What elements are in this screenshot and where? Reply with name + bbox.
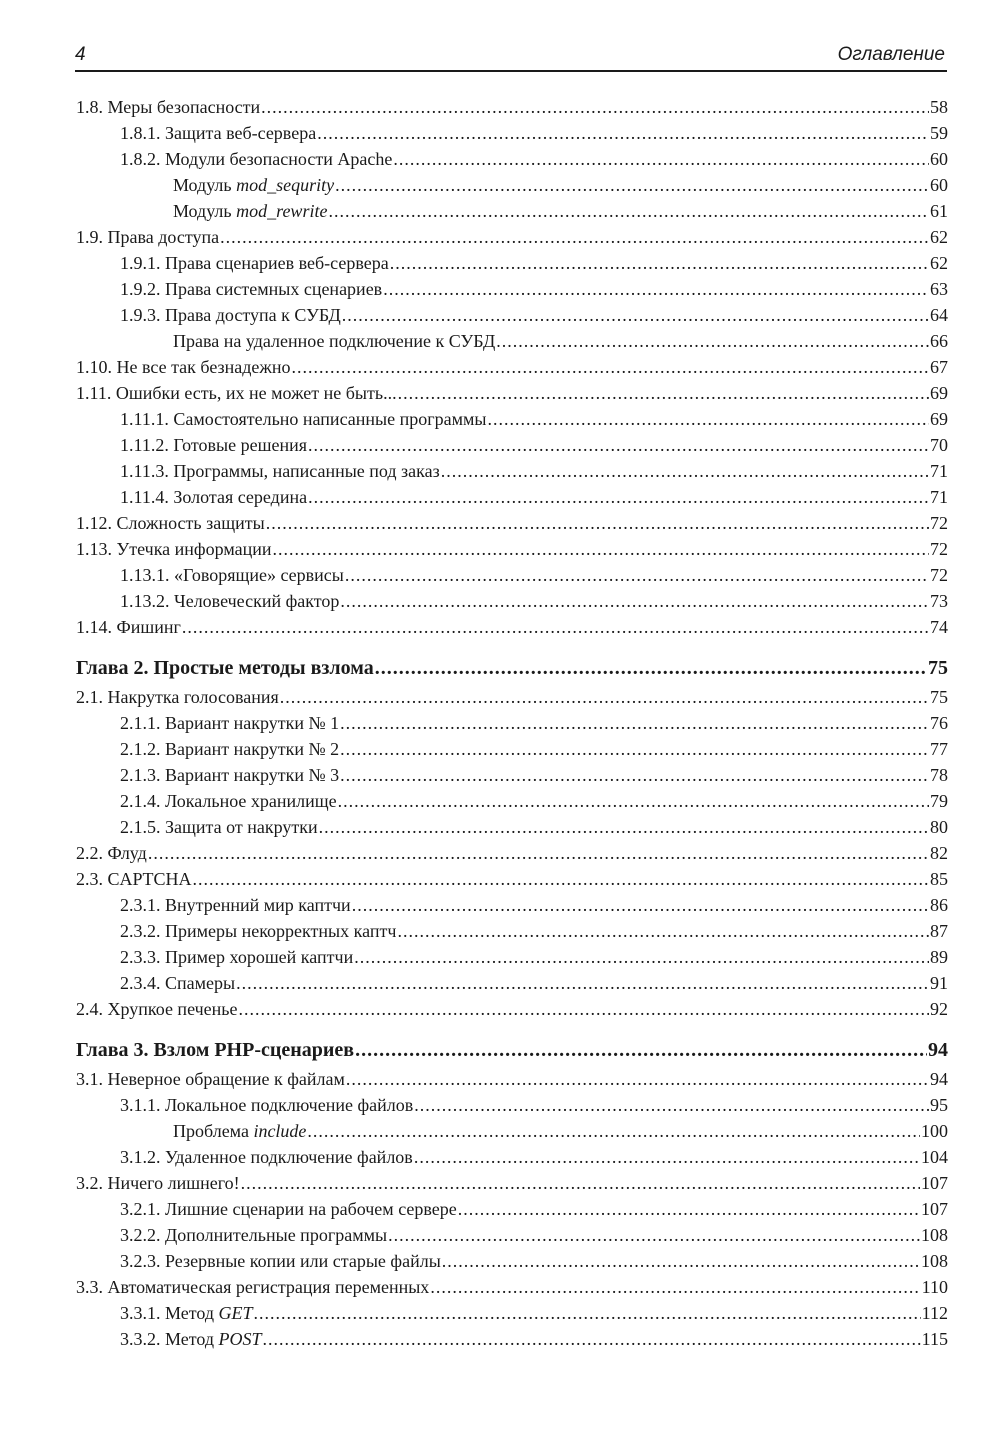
toc-entry-number: 3.2.2. — [120, 1225, 161, 1245]
toc-entry-title — [120, 892, 351, 918]
toc-entry — [76, 276, 948, 302]
toc-entry — [76, 588, 948, 614]
toc-entry — [76, 562, 948, 588]
toc-entry-number: 2.3.4. — [120, 973, 161, 993]
toc-entry-number: 1.11.2. — [120, 435, 169, 455]
toc-page-number: 77 — [930, 739, 948, 759]
toc-entry-label: Глава 2. Простые методы взлома — [76, 657, 374, 679]
toc-entry-number: 2.1.2. — [120, 739, 161, 759]
toc-entry-label: Ошибки есть, их не может не быть... — [111, 383, 397, 403]
toc-entry-title — [76, 866, 192, 892]
toc-entry-title — [173, 1118, 306, 1144]
dot-leader — [340, 762, 929, 788]
toc-entry-label: Локальное подключение файлов — [160, 1095, 414, 1115]
toc-entry-number: 1.9.3. — [120, 305, 161, 325]
toc-entry-number: 2.1. — [76, 687, 103, 707]
toc-entry-label: Сложность защиты — [112, 513, 265, 533]
toc-entry-title — [120, 710, 339, 736]
toc-entry-label: Проблема — [173, 1121, 254, 1141]
toc-page-number: 75 — [930, 687, 948, 707]
toc-entry-label: Готовые решения — [168, 435, 308, 455]
dot-leader — [393, 146, 929, 172]
page-header — [75, 42, 947, 72]
toc-entry — [76, 1248, 948, 1274]
toc-entry-number: 3.3.1. — [120, 1303, 161, 1323]
toc-page-number: 62 — [930, 227, 948, 247]
toc-page-number: 70 — [930, 435, 948, 455]
dot-leader — [280, 684, 929, 710]
toc-entry-title — [76, 1170, 240, 1196]
toc-entry-label: Метод — [160, 1329, 219, 1349]
toc-chapter — [76, 1034, 948, 1066]
toc-entry-label: Фишинг — [112, 617, 181, 637]
toc-entry-number: 3.3.2. — [120, 1329, 161, 1349]
toc-page-number: 82 — [930, 843, 948, 863]
toc-entry-title — [120, 588, 339, 614]
dot-leader — [441, 458, 929, 484]
dot-leader — [307, 1118, 920, 1144]
dot-leader — [148, 840, 929, 866]
toc-entry-label: Золотая середина — [168, 487, 308, 507]
toc-page-number: 64 — [930, 305, 948, 325]
toc-entry — [76, 146, 948, 172]
toc-page-number: 108 — [921, 1251, 948, 1271]
dot-leader — [390, 250, 929, 276]
toc-entry-title — [120, 1196, 457, 1222]
toc-page-number: 94 — [930, 1069, 948, 1089]
toc-page-number: 115 — [921, 1329, 948, 1349]
toc-entry-title — [120, 250, 389, 276]
dot-leader — [397, 918, 929, 944]
toc-entry-title — [173, 328, 495, 354]
toc-entry-italic: include — [253, 1121, 307, 1141]
toc-entry — [76, 458, 948, 484]
dot-leader — [345, 562, 929, 588]
toc-entry — [76, 1092, 948, 1118]
toc-entry-label: Локальное хранилище — [160, 791, 337, 811]
toc-entry — [76, 1300, 948, 1326]
dot-leader — [430, 1274, 920, 1300]
dot-leader — [352, 892, 929, 918]
dot-leader — [291, 354, 929, 380]
toc-entry-label: Накрутка голосования — [103, 687, 279, 707]
toc-entry-label: Удаленное подключение файлов — [160, 1147, 413, 1167]
toc-entry-number: 3.2.3. — [120, 1251, 161, 1271]
toc-entry — [76, 198, 948, 224]
toc-entry-label: Права доступа к СУБД — [160, 305, 341, 325]
dot-leader — [238, 996, 929, 1022]
dot-leader — [263, 1326, 921, 1352]
toc-entry-number: 2.3.3. — [120, 947, 161, 967]
toc-entry-title — [76, 354, 290, 380]
dot-leader — [319, 814, 929, 840]
toc-entry-title — [120, 814, 318, 840]
dot-leader — [338, 788, 929, 814]
toc-entry — [76, 328, 948, 354]
toc-entry-title — [120, 1326, 262, 1352]
toc-entry-title — [120, 458, 440, 484]
toc-entry-number: 1.10. — [76, 357, 112, 377]
dot-leader — [375, 652, 927, 684]
dot-leader — [266, 510, 929, 536]
toc-entry-title — [76, 380, 397, 406]
toc-page-number: 104 — [921, 1147, 948, 1167]
toc-entry-number: 1.11.4. — [120, 487, 169, 507]
toc-entry-number: 1.13.2. — [120, 591, 170, 611]
toc-entry — [76, 354, 948, 380]
toc-page-number: 75 — [928, 657, 948, 679]
toc-entry-label: Человеческий фактор — [169, 591, 340, 611]
toc-page-number: 80 — [930, 817, 948, 837]
toc-entry-label: Вариант накрутки № 3 — [160, 765, 340, 785]
toc-page-number: 91 — [930, 973, 948, 993]
toc-page-number: 69 — [930, 383, 948, 403]
toc-page-number: 60 — [930, 149, 948, 169]
toc-entry-label: Модуль — [173, 175, 237, 195]
toc-entry-number: 1.9.2. — [120, 279, 161, 299]
toc-entry — [76, 406, 948, 432]
dot-leader — [335, 172, 929, 198]
toc-entry — [76, 1144, 948, 1170]
toc-entry-title — [120, 1144, 413, 1170]
toc-page-number: 60 — [930, 175, 948, 195]
toc-entry — [76, 614, 948, 640]
toc-entry — [76, 94, 948, 120]
toc-page-number: 73 — [930, 591, 948, 611]
dot-leader — [414, 1144, 920, 1170]
toc-entry-title — [120, 276, 382, 302]
toc-entry-title — [120, 1222, 387, 1248]
toc-entry-number: 3.1. — [76, 1069, 103, 1089]
toc-page-number: 107 — [921, 1199, 948, 1219]
toc-entry-label: Метод — [160, 1303, 219, 1323]
toc-entry — [76, 840, 948, 866]
toc-entry-title — [120, 406, 487, 432]
toc-entry-title — [76, 652, 374, 684]
toc-entry-number: 2.3.2. — [120, 921, 161, 941]
toc-page-number: 110 — [921, 1277, 948, 1297]
toc-entry-label: Резервные копии или старые файлы — [160, 1251, 441, 1271]
dot-leader — [414, 1092, 929, 1118]
toc-entry — [76, 510, 948, 536]
page-number: 4 — [75, 44, 86, 65]
toc-entry — [76, 1170, 948, 1196]
toc-entry-number: 3.2. — [76, 1173, 103, 1193]
toc-entry-number: 3.1.2. — [120, 1147, 161, 1167]
toc-entry-label: Права сценариев веб-сервера — [160, 253, 389, 273]
toc-entry-title — [120, 1248, 441, 1274]
toc-entry-label: Ничего лишнего! — [103, 1173, 240, 1193]
toc-chapter — [76, 652, 948, 684]
toc-entry-label: Пример хорошей каптчи — [160, 947, 354, 967]
toc-page-number: 78 — [930, 765, 948, 785]
toc-entry-label: Примеры некорректных каптч — [160, 921, 397, 941]
toc-entry-title — [120, 432, 307, 458]
toc-entry — [76, 172, 948, 198]
dot-leader — [261, 94, 929, 120]
toc-entry — [76, 866, 948, 892]
toc-entry-number: 3.2.1. — [120, 1199, 161, 1219]
toc-entry-title — [120, 918, 396, 944]
toc-entry — [76, 432, 948, 458]
dot-leader — [442, 1248, 920, 1274]
toc-entry-number: 2.1.3. — [120, 765, 161, 785]
dot-leader — [236, 970, 929, 996]
toc-page-number: 62 — [930, 253, 948, 273]
toc-entry-number: 1.11.3. — [120, 461, 169, 481]
toc-entry-label: Права на удаленное подключение к СУБД — [173, 331, 496, 351]
toc-entry-title — [76, 614, 181, 640]
toc-page-number: 92 — [930, 999, 948, 1019]
toc-entry-label: Модуль — [173, 201, 237, 221]
dot-leader — [340, 736, 929, 762]
toc-entry-label: Внутренний мир каптчи — [160, 895, 351, 915]
toc-entry-title — [120, 302, 341, 328]
dot-leader — [346, 1066, 929, 1092]
toc-entry-label: Неверное обращение к файлам — [103, 1069, 345, 1089]
toc-entry — [76, 788, 948, 814]
toc-page-number: 72 — [930, 565, 948, 585]
toc-entry-number: 1.9. — [76, 227, 103, 247]
toc-entry-title — [120, 762, 339, 788]
toc-entry-number: 3.3. — [76, 1277, 103, 1297]
toc-entry-title — [76, 1034, 354, 1066]
toc-entry — [76, 380, 948, 406]
toc-entry-label: Спамеры — [160, 973, 236, 993]
toc-entry — [76, 996, 948, 1022]
toc-entry-title — [76, 224, 219, 250]
toc-entry-label: «Говорящие» сервисы — [169, 565, 344, 585]
toc-entry-number: 2.3.1. — [120, 895, 161, 915]
toc-entry-label: Вариант накрутки № 1 — [160, 713, 340, 733]
dot-leader — [254, 1300, 921, 1326]
dot-leader — [496, 328, 929, 354]
toc-entry-label: CAPTCHA — [103, 869, 192, 889]
toc-page-number: 71 — [930, 487, 948, 507]
dot-leader — [193, 866, 929, 892]
toc-entry — [76, 302, 948, 328]
dot-leader — [308, 432, 929, 458]
toc-page-number: 108 — [921, 1225, 948, 1245]
toc-page-number: 74 — [930, 617, 948, 637]
dot-leader — [220, 224, 929, 250]
toc-entry-title — [120, 970, 235, 996]
dot-leader — [355, 1034, 927, 1066]
dot-leader — [383, 276, 929, 302]
toc-page-number: 94 — [928, 1039, 948, 1061]
toc-entry-title — [120, 944, 353, 970]
toc-entry — [76, 684, 948, 710]
toc-entry — [76, 1274, 948, 1300]
toc-entry-title — [76, 1274, 429, 1300]
toc-entry-number: 1.8.1. — [120, 123, 161, 143]
toc-entry-title — [76, 94, 260, 120]
toc-entry-title — [120, 736, 339, 762]
toc-entry-title — [120, 562, 344, 588]
toc-page-number: 112 — [921, 1303, 948, 1323]
toc-entry — [76, 120, 948, 146]
toc-entry-number: 2.1.4. — [120, 791, 161, 811]
toc-entry-label: Хрупкое печенье — [103, 999, 238, 1019]
toc-entry-title — [120, 788, 337, 814]
toc-page-number: 72 — [930, 539, 948, 559]
toc-entry-number: 1.8.2. — [120, 149, 161, 169]
toc-page-number: 107 — [921, 1173, 948, 1193]
toc-entry — [76, 918, 948, 944]
dot-leader — [308, 484, 929, 510]
toc-page-number: 79 — [930, 791, 948, 811]
toc-entry-title — [120, 1300, 253, 1326]
toc-entry — [76, 814, 948, 840]
toc-page-number: 58 — [930, 97, 948, 117]
toc-entry — [76, 710, 948, 736]
toc-page-number: 69 — [930, 409, 948, 429]
toc-entry-label: Защита веб-сервера — [160, 123, 317, 143]
toc-entry-title — [120, 120, 316, 146]
toc-entry-number: 3.1.1. — [120, 1095, 161, 1115]
toc-page-number: 76 — [930, 713, 948, 733]
toc-entry-number: 2.2. — [76, 843, 103, 863]
toc-entry-label: Права доступа — [103, 227, 220, 247]
toc-entry-title — [76, 1066, 345, 1092]
toc-page-number: 61 — [930, 201, 948, 221]
dot-leader — [241, 1170, 920, 1196]
toc-entry-italic: POST — [218, 1329, 262, 1349]
toc-page-number: 71 — [930, 461, 948, 481]
toc-entry — [76, 250, 948, 276]
dot-leader — [354, 944, 929, 970]
toc-entry-title — [120, 146, 392, 172]
dot-leader — [388, 1222, 920, 1248]
toc-entry-title — [76, 684, 279, 710]
toc-entry-number: 2.3. — [76, 869, 103, 889]
toc-page-number: 87 — [930, 921, 948, 941]
toc-page-number: 59 — [930, 123, 948, 143]
toc-entry-number: 1.11.1. — [120, 409, 169, 429]
toc-entry — [76, 1222, 948, 1248]
toc-entry-number: 1.14. — [76, 617, 112, 637]
toc-entry-label: Права системных сценариев — [160, 279, 383, 299]
toc-entry-label: Программы, написанные под заказ — [168, 461, 440, 481]
toc-entry-title — [173, 172, 334, 198]
toc-entry — [76, 944, 948, 970]
toc-entry-number: 2.1.1. — [120, 713, 161, 733]
dot-leader — [398, 380, 929, 406]
toc-entry-title — [76, 996, 237, 1022]
toc-entry-label: Автоматическая регистрация переменных — [103, 1277, 430, 1297]
toc-page-number: 95 — [930, 1095, 948, 1115]
toc-entry-number: 1.8. — [76, 97, 103, 117]
toc-entry — [76, 892, 948, 918]
toc-entry-number: 1.11. — [76, 383, 112, 403]
toc-entry — [76, 1066, 948, 1092]
toc-entry — [76, 1326, 948, 1352]
toc-entry-label: Дополнительные программы — [160, 1225, 388, 1245]
toc-entry-title — [76, 510, 265, 536]
toc-entry — [76, 484, 948, 510]
dot-leader — [340, 710, 929, 736]
dot-leader — [317, 120, 929, 146]
dot-leader — [340, 588, 929, 614]
toc-entry-italic: mod_sequrity — [236, 175, 335, 195]
toc-page-number: 85 — [930, 869, 948, 889]
toc-entry-label: Самостоятельно написанные программы — [168, 409, 487, 429]
toc-page-number: 86 — [930, 895, 948, 915]
toc-entry-number: 1.13.1. — [120, 565, 170, 585]
running-title: Оглавление — [837, 44, 945, 65]
toc-entry-title — [120, 1092, 413, 1118]
toc-entry — [76, 1118, 948, 1144]
dot-leader — [182, 614, 929, 640]
toc-entry-italic: mod_rewrite — [236, 201, 328, 221]
toc-entry-label: Лишние сценарии на рабочем сервере — [160, 1199, 457, 1219]
toc-entry-label: Флуд — [103, 843, 147, 863]
toc-entry-label: Модули безопасности Apache — [160, 149, 393, 169]
toc-entry-number: 2.1.5. — [120, 817, 161, 837]
toc-entry-title — [173, 198, 327, 224]
toc-entry-number: 1.12. — [76, 513, 112, 533]
dot-leader — [272, 536, 929, 562]
dot-leader — [488, 406, 930, 432]
toc-entry-italic: GET — [218, 1303, 253, 1323]
toc-entry — [76, 536, 948, 562]
toc-entry-label: Вариант накрутки № 2 — [160, 739, 340, 759]
toc-entry-title — [120, 484, 307, 510]
toc-entry-label: Утечка информации — [112, 539, 272, 559]
toc-entry-number: 1.9.1. — [120, 253, 161, 273]
toc-page-number: 66 — [930, 331, 948, 351]
dot-leader — [328, 198, 929, 224]
dot-leader — [342, 302, 929, 328]
toc-entry-title — [76, 840, 147, 866]
toc-entry-title — [76, 536, 271, 562]
toc-entry-number: 1.13. — [76, 539, 112, 559]
toc-entry-label: Меры безопасности — [103, 97, 261, 117]
table-of-contents — [76, 94, 948, 1352]
toc-entry-number: 2.4. — [76, 999, 103, 1019]
toc-entry-label: Глава 3. Взлом PHP-сценариев — [76, 1039, 355, 1061]
toc-entry-label: Не все так безнадежно — [112, 357, 291, 377]
toc-entry-label: Защита от накрутки — [160, 817, 318, 837]
dot-leader — [458, 1196, 920, 1222]
toc-entry — [76, 762, 948, 788]
toc-page-number: 89 — [930, 947, 948, 967]
toc-entry — [76, 224, 948, 250]
toc-page-number: 67 — [930, 357, 948, 377]
toc-page-number: 72 — [930, 513, 948, 533]
toc-entry — [76, 1196, 948, 1222]
toc-page-number: 63 — [930, 279, 948, 299]
toc-entry — [76, 970, 948, 996]
toc-page-number: 100 — [921, 1121, 948, 1141]
toc-entry — [76, 736, 948, 762]
